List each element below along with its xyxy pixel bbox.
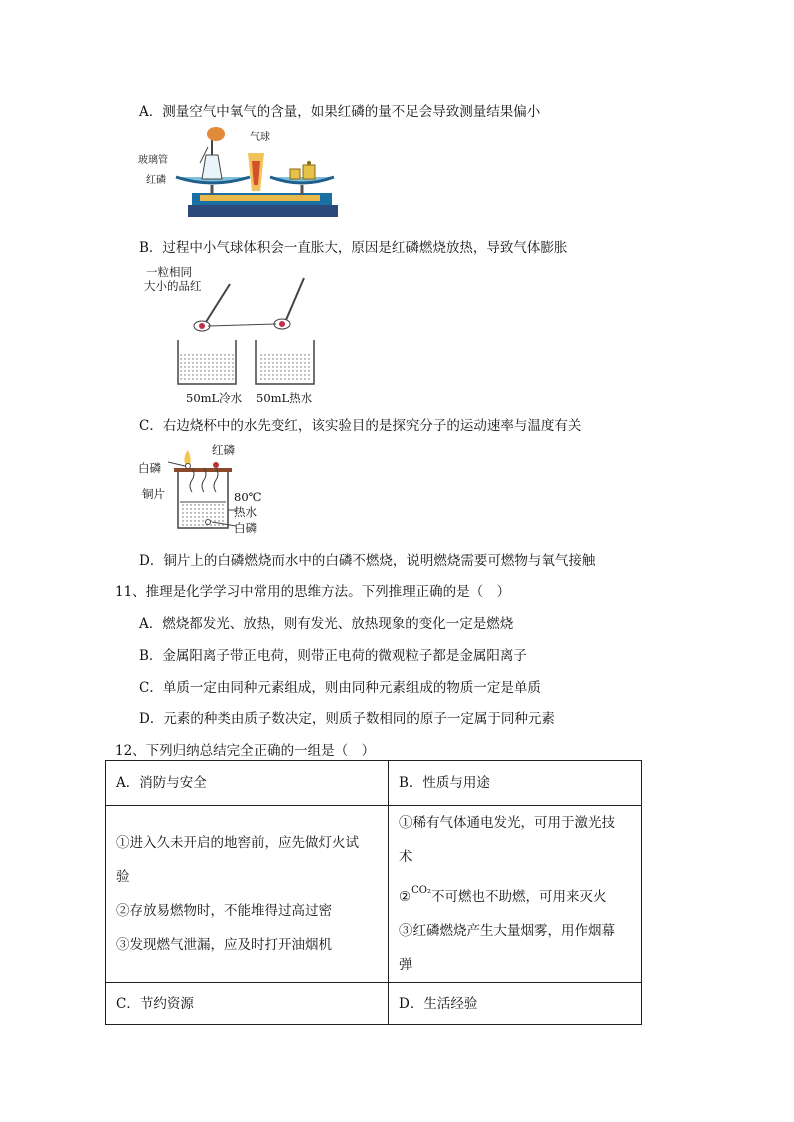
- cell-c-header: [106, 983, 389, 1025]
- b-header-text: B．性质与用途: [399, 775, 490, 791]
- white-phosphorus-top-label: 白磷: [138, 461, 161, 475]
- q10-option-d: D．铜片上的白磷燃烧而水中的白磷不燃烧，说明燃烧需要可燃物与氧气接触: [139, 553, 596, 569]
- q10-option-b: B．过程中小气球体积会一直胀大，原因是红磷燃烧放热，导致气体膨胀: [139, 240, 568, 256]
- beakers-figure: [140, 262, 330, 387]
- b-item-3-cont: 弹: [399, 957, 413, 973]
- c-header-text: C．节约资源: [116, 995, 194, 1012]
- q12-options-table: [105, 760, 642, 1025]
- cold-water-label: 50mL冷水: [186, 391, 243, 405]
- a-item-1-cont: 验: [116, 869, 130, 885]
- q11-option-d: D．元素的种类由质子数决定，则质子数相同的原子一定属于同种元素: [139, 711, 555, 727]
- a-item-2: ②存放易燃物时，不能堆得过高过密: [116, 903, 332, 919]
- temperature-label: 80℃: [234, 490, 262, 504]
- hot-water-label: 50mL热水: [256, 391, 313, 405]
- red-phosphorus-label: 红磷: [146, 175, 166, 186]
- b-item-2-text: 不可燃也不助燃，可用来灭火: [430, 889, 607, 905]
- cell-a-header: [106, 761, 389, 806]
- cell-b-header: [389, 761, 642, 806]
- q11-stem: 11、推理是化学学习中常用的思维方法。下列推理正确的是（ ）: [115, 584, 511, 600]
- balloon-label: 气球: [250, 132, 270, 143]
- a-item-1: ①进入久未开启的地窖前，应先做灯火试: [116, 835, 359, 851]
- q10-option-a: A．测量空气中氧气的含量，如果红磷的量不足会导致测量结果偏小: [139, 104, 541, 120]
- white-phosphorus-bottom-label: 白磷: [234, 521, 257, 535]
- q11-option-b: B．金属阳离子带正电荷，则带正电荷的微观粒子都是金属阳离子: [139, 648, 527, 664]
- a-item-3: ③发现燃气泄漏，应及时打开油烟机: [116, 937, 332, 953]
- d-header-text: D．生活经验: [399, 995, 478, 1012]
- cell-b-content: [389, 806, 642, 983]
- q11-option-a: A．燃烧都发光、放热，则有发光、放热现象的变化一定是燃烧: [139, 616, 514, 632]
- cell-d-header: [389, 983, 642, 1025]
- combustion-figure: [138, 440, 268, 540]
- copper-plate-label: 铜片: [142, 487, 165, 501]
- cell-a-content: [106, 806, 389, 983]
- b-item-3: ③红磷燃烧产生大量烟雾，用作烟幕: [399, 923, 615, 939]
- magenta-label-line2: 大小的品红: [144, 279, 202, 293]
- b-item-1-cont: 术: [399, 849, 413, 865]
- q12-stem: 12、下列归纳总结完全正确的一组是（ ）: [115, 743, 376, 759]
- q11-option-c: C．单质一定由同种元素组成，则由同种元素组成的物质一定是单质: [139, 680, 541, 696]
- hot-water-label-fig3: 热水: [234, 505, 257, 519]
- magenta-label-line1: 一粒相同: [146, 265, 192, 279]
- balance-experiment-figure: [140, 125, 340, 225]
- b-item-2: [399, 874, 631, 914]
- red-phosphorus-label-fig3: 红磷: [212, 443, 235, 457]
- a-header-text: A．消防与安全: [116, 775, 207, 791]
- q10-option-c: C．右边烧杯中的水先变红，该实验目的是探究分子的运动速率与温度有关: [139, 418, 582, 434]
- balance-diagram: [140, 125, 340, 225]
- b-item-1: ①稀有气体通电发光，可用于激光技: [399, 815, 615, 831]
- glass-tube-label: 玻璃管: [138, 155, 168, 166]
- co2-formula: CO₂: [411, 885, 431, 896]
- b-item-2-prefix: ②: [399, 889, 412, 905]
